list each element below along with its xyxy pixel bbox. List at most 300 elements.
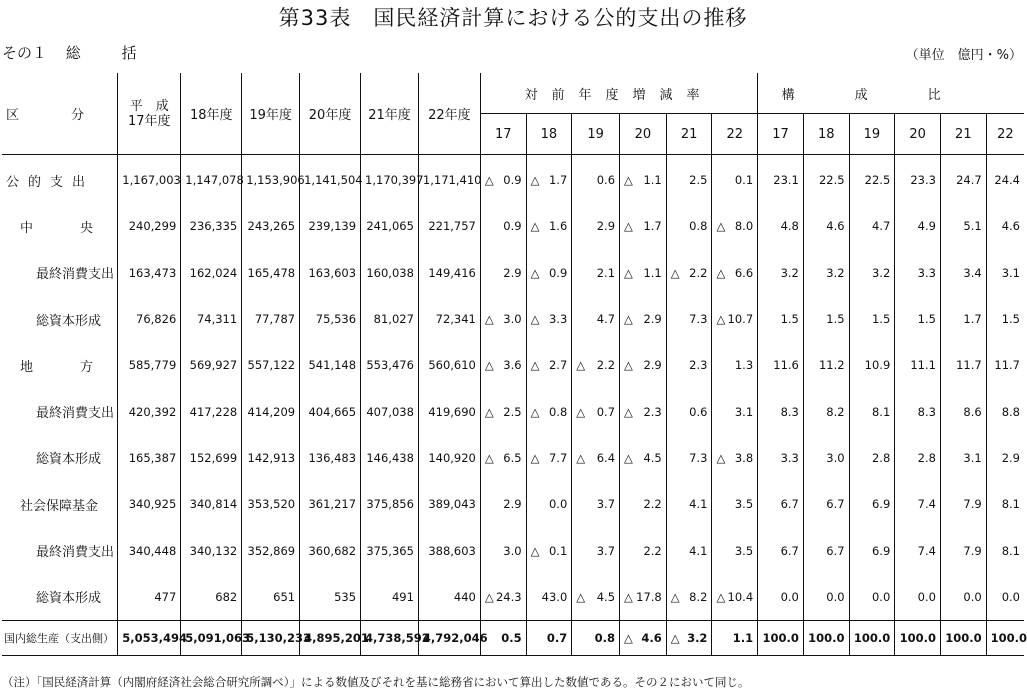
growth-value: 3.6: [503, 358, 522, 373]
decrease-marker: △: [716, 450, 726, 465]
share-cell: 8.1: [986, 527, 1024, 573]
growth-value: 0.5: [501, 630, 522, 645]
growth-value: 1.1: [643, 173, 662, 188]
decrease-marker: △: [530, 358, 540, 373]
share-cell: 6.7: [803, 481, 849, 527]
header-growth-year: 20: [620, 114, 667, 155]
header-growth-year: 21: [666, 114, 712, 155]
growth-value: 3.0: [503, 312, 522, 327]
value-cell: 165,478: [242, 250, 300, 296]
share-cell: 2.9: [986, 435, 1024, 481]
growth-cell: [666, 481, 712, 527]
table-body: [2, 155, 1027, 656]
growth-cell: [480, 155, 526, 204]
growth-cell: [620, 481, 667, 527]
growth-value: 2.2: [643, 543, 662, 558]
share-cell: 0.0: [849, 574, 895, 621]
value-cell: 163,473: [118, 250, 181, 296]
decrease-marker: △: [716, 589, 726, 604]
growth-cell: [666, 527, 712, 573]
value-cell: 407,038: [361, 388, 419, 434]
decrease-marker: △: [624, 358, 633, 373]
decrease-marker: △: [530, 450, 540, 465]
growth-value: 2.1: [596, 265, 616, 280]
share-cell: 3.0: [803, 435, 849, 481]
table-row: [2, 481, 1024, 527]
share-cell: 22.5: [849, 155, 895, 204]
value-cell: 360,682: [300, 527, 361, 573]
row-label: 総資本形成: [36, 452, 102, 468]
share-cell: 11.7: [986, 342, 1024, 388]
growth-cell: [480, 435, 526, 481]
growth-cell: [526, 203, 572, 249]
share-cell: 23.3: [895, 155, 941, 204]
value-cell: 560,610: [418, 342, 480, 388]
decrease-marker: △: [670, 630, 680, 645]
header-year: 18年度: [181, 73, 242, 155]
decrease-marker: △: [530, 173, 540, 188]
growth-value: 7.7: [548, 450, 568, 465]
growth-cell: [526, 574, 572, 621]
growth-cell: [572, 155, 620, 204]
growth-cell: [620, 388, 667, 434]
value-cell: 651: [242, 574, 300, 621]
decrease-marker: △: [716, 312, 726, 327]
growth-value: 2.9: [643, 358, 662, 373]
growth-value: 3.1: [734, 404, 754, 419]
unit-label: （単位 億円・%）: [905, 48, 1022, 63]
value-cell: 1,167,003: [118, 155, 181, 204]
value-cell: 160,038: [361, 250, 419, 296]
growth-cell: [480, 481, 526, 527]
value-cell: 682: [181, 574, 242, 621]
growth-cell: [572, 250, 620, 296]
share-cell: 11.6: [758, 342, 804, 388]
total-row: [2, 620, 1024, 655]
decrease-marker: △: [484, 358, 494, 373]
header-share-year: 19: [849, 114, 895, 155]
value-cell: 585,779: [118, 342, 181, 388]
value-cell: 419,690: [418, 388, 480, 434]
share-cell: 0.0: [803, 574, 849, 621]
value-cell: 375,365: [361, 527, 419, 573]
decrease-marker: △: [530, 543, 540, 558]
share-cell: 1.5: [803, 296, 849, 342]
value-cell: 243,265: [242, 203, 300, 249]
value-cell: 4,792,046: [418, 620, 480, 655]
row-label-char: 方: [80, 359, 94, 375]
share-cell: 3.3: [895, 250, 941, 296]
growth-cell: [666, 342, 712, 388]
decrease-marker: △: [484, 173, 494, 188]
growth-value: 2.9: [643, 312, 662, 327]
value-cell: 72,341: [418, 296, 480, 342]
row-label: 最終消費支出: [36, 545, 115, 561]
header-growth-group: 対前年度増減率: [480, 73, 757, 114]
growth-value: 10.7: [727, 312, 754, 327]
share-cell: 2.8: [849, 435, 895, 481]
growth-value: 2.7: [548, 358, 568, 373]
decrease-marker: △: [624, 219, 633, 234]
growth-value: 3.7: [596, 497, 616, 512]
share-cell: 4.9: [895, 203, 941, 249]
table-row: [2, 435, 1024, 481]
row-label: 総資本形成: [36, 591, 102, 607]
row-label-char: 地: [20, 359, 34, 375]
decrease-marker: △: [576, 358, 586, 373]
share-cell: 1.5: [986, 296, 1024, 342]
growth-value: 7.3: [689, 312, 708, 327]
decrease-marker: △: [484, 312, 494, 327]
value-cell: 417,228: [181, 388, 242, 434]
value-cell: 414,209: [242, 388, 300, 434]
table-row: [2, 296, 1024, 342]
growth-value: 0.7: [546, 630, 568, 645]
growth-cell: [666, 250, 712, 296]
growth-value: 3.5: [734, 543, 754, 558]
share-cell: 7.9: [940, 527, 986, 573]
growth-value: 6.4: [596, 450, 616, 465]
decrease-marker: △: [624, 173, 633, 188]
share-cell: 6.9: [849, 481, 895, 527]
header-share-year: 22: [986, 114, 1024, 155]
value-cell: 152,699: [181, 435, 242, 481]
value-cell: 389,043: [418, 481, 480, 527]
share-cell: 4.6: [803, 203, 849, 249]
share-cell: 8.1: [986, 481, 1024, 527]
growth-cell: [480, 388, 526, 434]
decrease-marker: △: [576, 589, 586, 604]
share-cell: 100.0: [849, 620, 895, 655]
value-cell: 535: [300, 574, 361, 621]
growth-cell: [620, 620, 667, 655]
value-cell: 491: [361, 574, 419, 621]
growth-value: 0.8: [548, 404, 568, 419]
decrease-marker: △: [624, 589, 633, 604]
growth-cell: [620, 155, 667, 204]
growth-cell: [620, 527, 667, 573]
growth-cell: [666, 620, 712, 655]
share-cell: 7.4: [895, 481, 941, 527]
header-share-year: 21: [940, 114, 986, 155]
growth-cell: [712, 250, 758, 296]
growth-value: 0.9: [548, 265, 568, 280]
share-cell: 3.2: [758, 250, 804, 296]
growth-cell: [620, 203, 667, 249]
value-cell: 81,027: [361, 296, 419, 342]
growth-cell: [712, 388, 758, 434]
share-cell: 24.4: [986, 155, 1024, 204]
value-cell: 221,757: [418, 203, 480, 249]
share-cell: 2.8: [895, 435, 941, 481]
decrease-marker: △: [530, 219, 540, 234]
share-cell: 22.5: [803, 155, 849, 204]
table-row: [2, 574, 1024, 621]
growth-value: 0.9: [503, 173, 522, 188]
share-cell: 0.0: [940, 574, 986, 621]
growth-cell: [712, 155, 758, 204]
share-cell: 0.0: [986, 574, 1024, 621]
header-growth-year: 19: [572, 114, 620, 155]
decrease-marker: △: [484, 450, 494, 465]
growth-value: 0.1: [548, 543, 568, 558]
value-cell: 76,826: [118, 296, 181, 342]
growth-value: 2.2: [689, 265, 708, 280]
growth-cell: [666, 574, 712, 621]
share-cell: 7.9: [940, 481, 986, 527]
share-cell: 11.7: [940, 342, 986, 388]
header-year-17: [118, 73, 181, 155]
header-growth-year: 17: [480, 114, 526, 155]
header-y17-line2: 17年度: [128, 113, 171, 129]
growth-cell: [572, 388, 620, 434]
share-cell: 100.0: [895, 620, 941, 655]
share-cell: 6.7: [758, 527, 804, 573]
page-title: 第33表 国民経済計算における公的支出の推移: [278, 6, 748, 30]
subtitle: [2, 42, 151, 63]
share-cell: 100.0: [803, 620, 849, 655]
value-cell: 240,299: [118, 203, 181, 249]
value-cell: 1,141,504: [300, 155, 361, 204]
share-cell: 6.9: [849, 527, 895, 573]
value-cell: 353,520: [242, 481, 300, 527]
header-y17-line1: 平 成: [129, 98, 169, 114]
share-cell: 3.1: [986, 250, 1024, 296]
share-cell: 8.8: [986, 388, 1024, 434]
growth-value: 0.7: [596, 404, 616, 419]
growth-cell: [526, 527, 572, 573]
share-cell: 8.1: [849, 388, 895, 434]
value-cell: 340,132: [181, 527, 242, 573]
growth-value: 2.2: [596, 358, 616, 373]
share-cell: 4.6: [986, 203, 1024, 249]
growth-cell: [666, 155, 712, 204]
growth-cell: [572, 527, 620, 573]
row-label: 社会保障基金: [20, 498, 99, 514]
share-cell: 24.7: [940, 155, 986, 204]
table-row: [2, 203, 1024, 249]
row-label: 国内総生産（支出側）: [2, 620, 118, 655]
growth-cell: [712, 203, 758, 249]
decrease-marker: △: [624, 404, 633, 419]
growth-cell: [526, 388, 572, 434]
growth-cell: [480, 342, 526, 388]
growth-value: 4.1: [689, 497, 708, 512]
value-cell: 5,091,063: [181, 620, 242, 655]
share-cell: 3.1: [940, 435, 986, 481]
growth-value: 1.7: [643, 219, 662, 234]
value-cell: 239,139: [300, 203, 361, 249]
growth-value: 8.0: [734, 219, 754, 234]
growth-cell: [666, 203, 712, 249]
row-label: 総資本形成: [36, 313, 102, 329]
growth-cell: [480, 296, 526, 342]
growth-value: 2.9: [596, 219, 616, 234]
growth-cell: [620, 574, 667, 621]
growth-value: 0.0: [548, 497, 568, 512]
growth-cell: [666, 296, 712, 342]
value-cell: 569,927: [181, 342, 242, 388]
growth-value: 7.3: [689, 450, 708, 465]
decrease-marker: △: [624, 450, 633, 465]
growth-value: 2.3: [643, 404, 662, 419]
growth-value: 1.1: [643, 265, 662, 280]
growth-cell: [620, 342, 667, 388]
row-label-char: 中: [20, 220, 34, 236]
decrease-marker: △: [530, 404, 540, 419]
share-cell: 6.7: [803, 527, 849, 573]
growth-value: 4.6: [641, 630, 662, 645]
growth-cell: [620, 250, 667, 296]
growth-value: 6.6: [734, 265, 754, 280]
share-cell: 1.5: [895, 296, 941, 342]
subtitle-part: その１: [2, 44, 48, 62]
header-year: 22年度: [418, 73, 480, 155]
decrease-marker: △: [670, 589, 680, 604]
value-cell: 352,869: [242, 527, 300, 573]
decrease-marker: △: [624, 265, 633, 280]
growth-cell: [712, 620, 758, 655]
share-cell: 11.1: [895, 342, 941, 388]
value-cell: 162,024: [181, 250, 242, 296]
growth-cell: [526, 250, 572, 296]
growth-value: 17.8: [636, 589, 662, 604]
growth-value: 0.6: [596, 173, 616, 188]
growth-cell: [712, 481, 758, 527]
growth-cell: [526, 155, 572, 204]
growth-cell: [572, 296, 620, 342]
growth-value: 0.1: [734, 173, 754, 188]
value-cell: 1,170,397: [361, 155, 419, 204]
value-cell: 74,311: [181, 296, 242, 342]
share-cell: 3.2: [803, 250, 849, 296]
share-cell: 7.4: [895, 527, 941, 573]
value-cell: 4,895,201: [300, 620, 361, 655]
table-row: [2, 342, 1024, 388]
growth-value: 0.8: [689, 219, 708, 234]
growth-cell: [480, 574, 526, 621]
row-label-char: 央: [80, 220, 94, 236]
growth-cell: [712, 342, 758, 388]
header-share-year: 17: [758, 114, 804, 155]
growth-cell: [480, 250, 526, 296]
header-category: 区 分: [2, 73, 118, 155]
value-cell: 1,171,410: [418, 155, 480, 204]
share-cell: 6.7: [758, 481, 804, 527]
value-cell: 340,925: [118, 481, 181, 527]
value-cell: 165,387: [118, 435, 181, 481]
decrease-marker: △: [530, 312, 540, 327]
value-cell: 136,483: [300, 435, 361, 481]
share-cell: 11.2: [803, 342, 849, 388]
decrease-marker: △: [624, 312, 633, 327]
growth-cell: [666, 435, 712, 481]
row-label: 最終消費支出: [36, 406, 115, 422]
header-growth-year: 18: [526, 114, 572, 155]
value-cell: 440: [418, 574, 480, 621]
value-cell: 541,148: [300, 342, 361, 388]
share-cell: 100.0: [758, 620, 804, 655]
growth-value: 2.3: [689, 358, 708, 373]
share-cell: 3.2: [849, 250, 895, 296]
growth-cell: [572, 342, 620, 388]
growth-cell: [666, 388, 712, 434]
value-cell: 420,392: [118, 388, 181, 434]
value-cell: 5,130,233: [242, 620, 300, 655]
value-cell: 375,856: [361, 481, 419, 527]
share-cell: 1.7: [940, 296, 986, 342]
growth-value: 4.5: [596, 589, 616, 604]
value-cell: 149,416: [418, 250, 480, 296]
share-cell: 4.8: [758, 203, 804, 249]
header-share-year: 18: [803, 114, 849, 155]
growth-cell: [712, 435, 758, 481]
growth-cell: [712, 527, 758, 573]
share-cell: 100.0: [986, 620, 1024, 655]
share-cell: 1.5: [849, 296, 895, 342]
value-cell: 477: [118, 574, 181, 621]
growth-value: 1.1: [732, 630, 754, 645]
value-cell: 241,065: [361, 203, 419, 249]
value-cell: 236,335: [181, 203, 242, 249]
growth-cell: [572, 481, 620, 527]
growth-value: 3.0: [503, 543, 522, 558]
growth-value: 0.6: [689, 404, 708, 419]
value-cell: 77,787: [242, 296, 300, 342]
growth-cell: [526, 296, 572, 342]
decrease-marker: △: [576, 404, 586, 419]
growth-value: 1.6: [548, 219, 568, 234]
header-share-year: 20: [895, 114, 941, 155]
subtitle-word1: 総: [65, 44, 81, 62]
table-row: [2, 155, 1024, 204]
share-cell: 1.5: [758, 296, 804, 342]
value-cell: 553,476: [361, 342, 419, 388]
growth-value: 4.5: [643, 450, 662, 465]
header-year: 21年度: [361, 73, 419, 155]
table-row: [2, 527, 1024, 573]
share-cell: 8.2: [803, 388, 849, 434]
growth-value: 3.3: [548, 312, 568, 327]
value-cell: 5,053,494: [118, 620, 181, 655]
growth-cell: [480, 203, 526, 249]
growth-cell: [620, 435, 667, 481]
growth-cell: [526, 342, 572, 388]
row-label: 公的支出: [6, 174, 95, 190]
value-cell: 340,814: [181, 481, 242, 527]
growth-cell: [526, 620, 572, 655]
growth-cell: [480, 527, 526, 573]
share-cell: 23.1: [758, 155, 804, 204]
header-year: 20年度: [300, 73, 361, 155]
footnote: （注）「国民経済計算（内閣府経済社会総合研究所調べ）」による数値及びそれを基に総務省において算出した数値である。その２において同じ。: [2, 675, 750, 689]
subtitle-word2: 括: [121, 44, 137, 62]
growth-value: 4.1: [689, 543, 708, 558]
decrease-marker: △: [670, 265, 680, 280]
value-cell: 146,438: [361, 435, 419, 481]
value-cell: 4,738,592: [361, 620, 419, 655]
value-cell: 1,147,078: [181, 155, 242, 204]
growth-value: 10.4: [727, 589, 754, 604]
growth-value: 3.7: [596, 543, 616, 558]
value-cell: 140,920: [418, 435, 480, 481]
growth-value: 2.5: [503, 404, 522, 419]
growth-value: 24.3: [495, 589, 522, 604]
growth-value: 4.7: [596, 312, 616, 327]
header-year: 19年度: [242, 73, 300, 155]
growth-value: 8.2: [689, 589, 708, 604]
value-cell: 557,122: [242, 342, 300, 388]
